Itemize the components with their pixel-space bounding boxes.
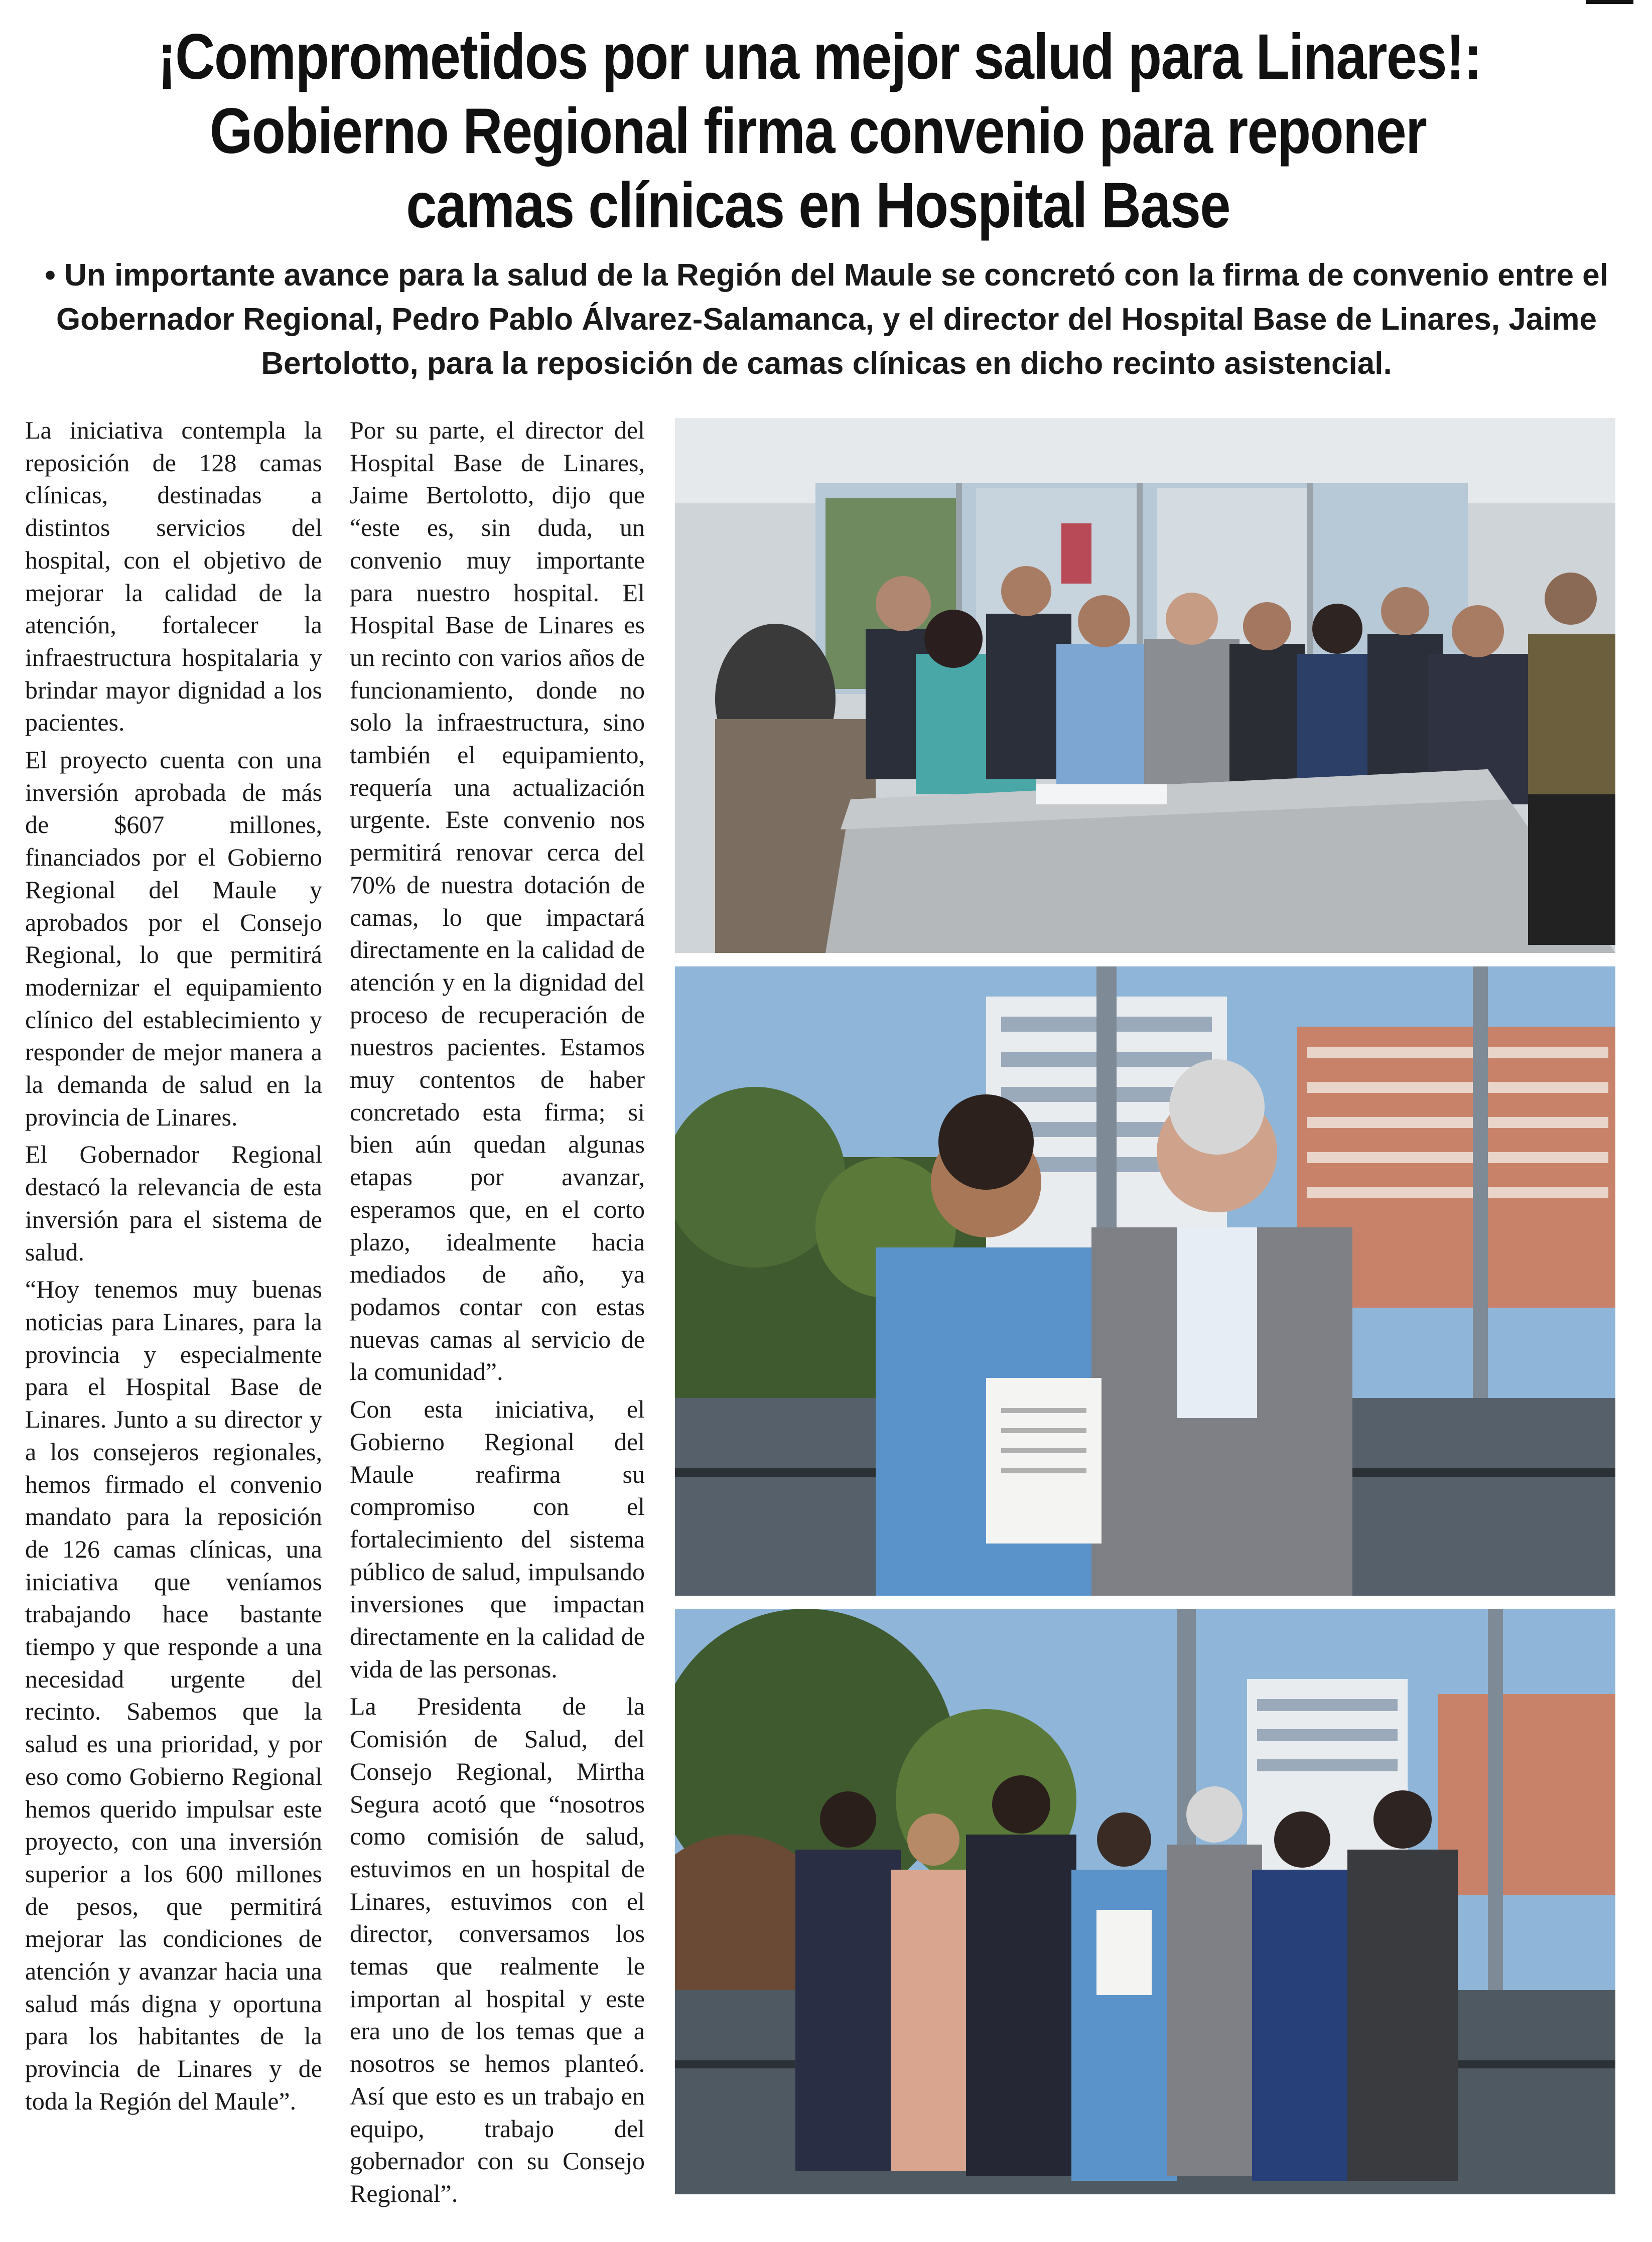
top-rule <box>1586 0 1633 4</box>
headline-line-1: ¡Comprometidos por una mejor salud para Linares!: <box>158 21 1481 93</box>
photo-group <box>675 1609 1615 2194</box>
headline-line-3: camas clínicas en Hospital Base <box>406 170 1230 241</box>
article-column-2 <box>350 414 645 2215</box>
paragraph: Por su parte, el director del Hospital Base de Linares, Jaime Bertolotto, dijo que “este es, sin duda, un convenio muy importante para nuestro hospital. El Hospital Base de Linares es un recinto con varios años de funcionamiento, donde no solo la infraestructura, sino también el equipamiento, requería una actualización urgente. Este convenio nos permitirá renovar cerca del 70% de nuestra dotación de camas, lo que impactará directamente en la calidad de atención y en la dignidad del proceso de recuperación de nuestros pacientes. Estamos muy contentos de haber concretado esta firma; si bien aún quedan algunas etapas por avanzar, esperamos que, en el corto plazo, idealmente hacia mediados de año, ya podamos contar con estas nuevas camas al servicio de la comunidad”. <box>350 416 645 1386</box>
article-column-1 <box>25 414 322 2123</box>
paragraph: El proyecto cuenta con una inversión aprobada de más de $607 millones, financiados por el Gobierno Regional del Maule y aprobados por el Consejo Regional, lo que permitirá modernizar el equipamiento clínico del establecimiento y responder de mejor manera a la demanda de salud en la provincia de Linares. <box>25 746 322 1131</box>
headline <box>158 20 1481 243</box>
paragraph: El Gobernador Regional destacó la relevancia de esta inversión para el sistema de salud. <box>25 1140 322 1266</box>
headline-line-2: Gobierno Regional firma convenio para reponer <box>209 95 1427 167</box>
paragraph: La Presidenta de la Comisión de Salud, del Consejo Regional, Mirtha Segura acotó que “nosotros como comisión de salud, estuvimos en un hospital de Linares, estuvimos con el director, conversamos los temas que realmente le importan al hospital y este era uno de los temas que a nosotros se hemos planteó. Así que esto es un trabajo en equipo, trabajo del gobernador con su Consejo Regional”. <box>350 1692 645 2207</box>
photo-signing-ceremony <box>675 418 1615 953</box>
paragraph: “Hoy tenemos muy buenas noticias para Linares, para la provincia y especialmente para el Hospital Base de Linares. Junto a su director y a los consejeros regionales, hemos firmado el convenio mandato para la reposición de 126 camas clínicas, una iniciativa que veníamos trabajando hace bastante tiempo y que responde a una necesidad urgente del recinto. Sabemos que la salud es una prioridad, y por eso como Gobierno Regional hemos querido impulsar este proyecto, con una inversión superior a los 600 millones de pesos, que permitirá mejorar las condiciones de atención y avanzar hacia una salud más digna y oportuna para los habitantes de la provincia de Linares y de toda la Región del Maule”. <box>25 1275 322 2115</box>
paragraph: La iniciativa contempla la reposición de 128 camas clínicas, destinadas a distintos servicios del hospital, con el objetivo de mejorar la calidad de la atención, fortalecer la infraestructura hospitalaria y brindar mayor dignidad a los pacientes. <box>25 416 322 737</box>
photo-agreement-handover <box>675 966 1615 1596</box>
lead-paragraph: • Un importante avance para la salud de la Región del Maule se concretó con la firma de convenio entre el Gobernador Regional, Pedro Pablo Álvarez-Salamanca, y el director del Hospital Base de Linares, Jaime Bertolotto, para la reposición de camas clínicas en dicho recinto asistencial. <box>45 258 1608 381</box>
paragraph: Con esta iniciativa, el Gobierno Regional del Maule reafirma su compromiso con el fortalecimiento del sistema público de salud, impulsando inversiones que impactan directamente en la calidad de vida de las personas. <box>350 1395 645 1683</box>
